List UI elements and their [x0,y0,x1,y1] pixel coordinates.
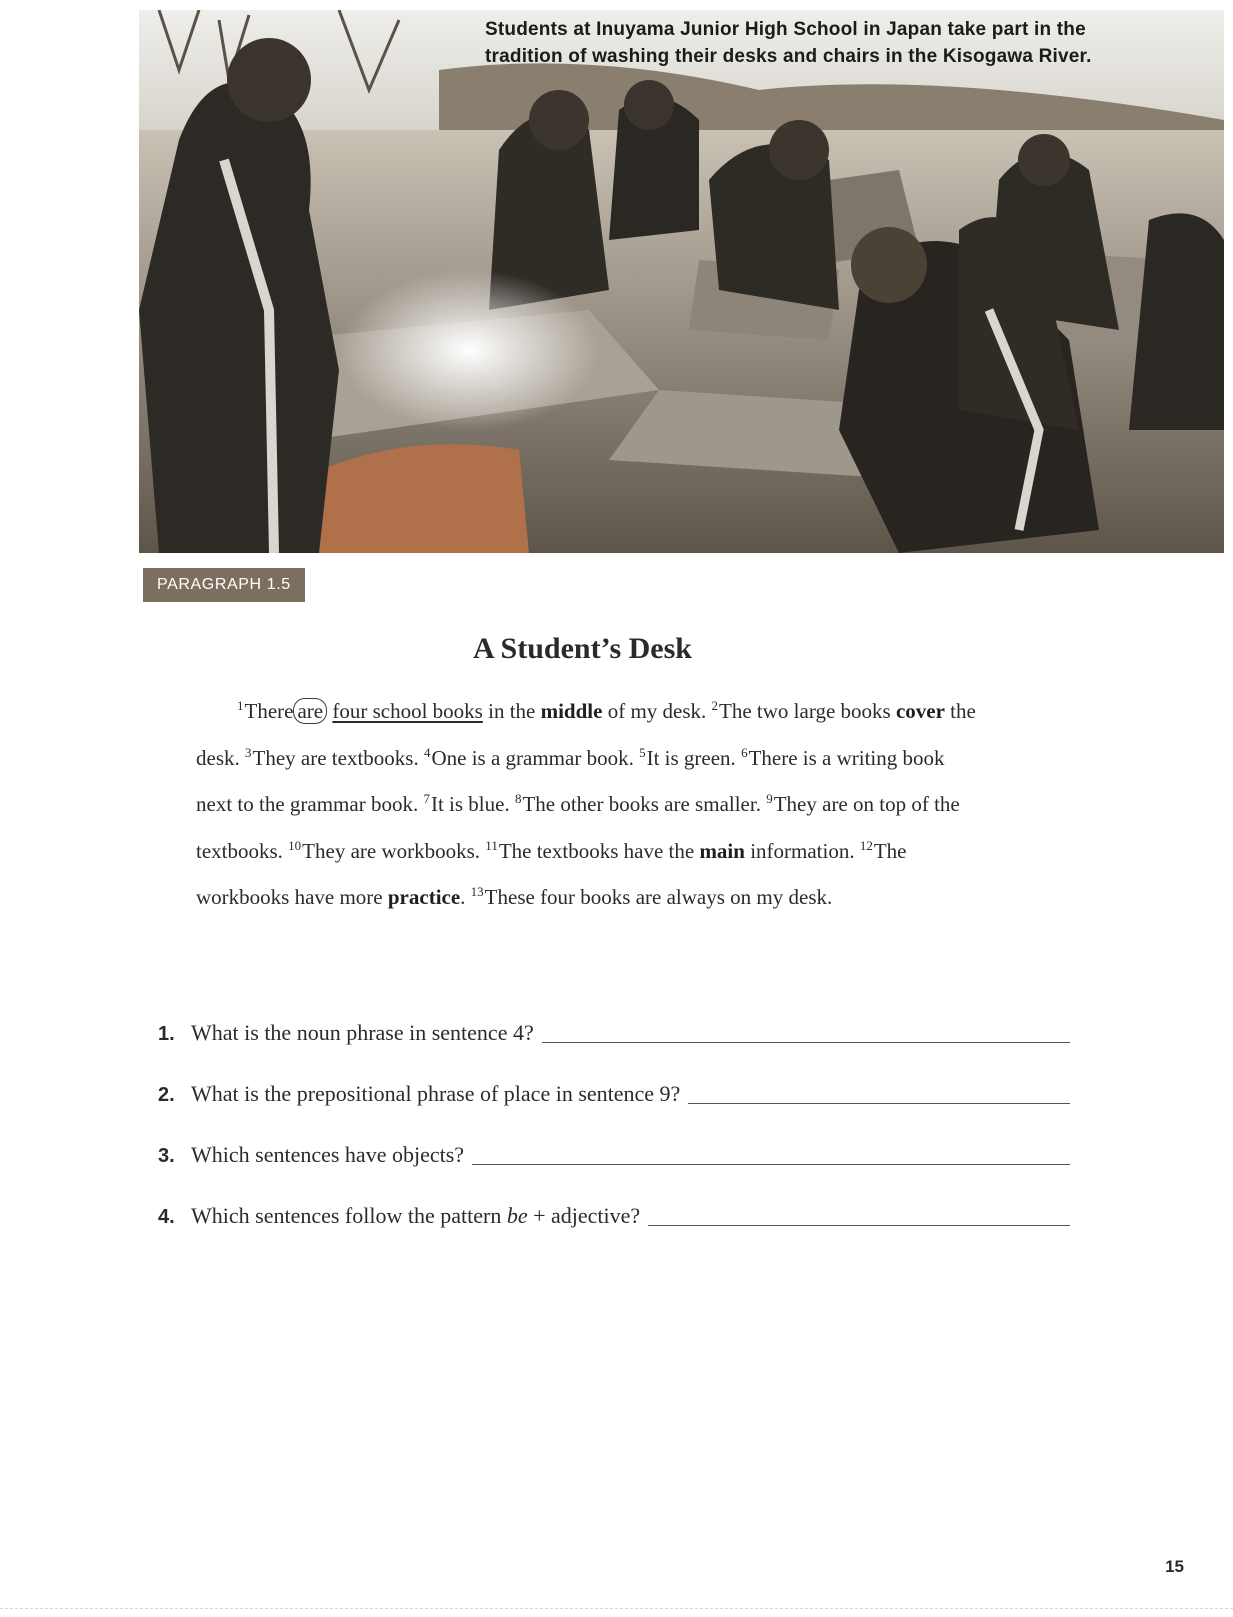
question-2 [158,1081,1070,1142]
sentence-number: 6 [741,744,748,760]
question-number: 1. [158,1023,175,1045]
circled-verb: are [293,698,327,724]
sentence-text: They are on top of the textbooks. [196,792,960,863]
question-number: 3. [158,1145,175,1167]
photo-illustration [139,10,1224,553]
photo-students-washing-desks [139,10,1224,553]
sentence-number: 3 [245,744,252,760]
photo-caption [485,16,1092,70]
sentence-text: They are workbooks. [302,838,486,863]
question-number: 4. [158,1206,175,1228]
underlined-subject: four school books [332,699,483,723]
sentence-number: 5 [639,744,646,760]
sentence-number: 4 [423,744,431,760]
sentence-text: the desk. [196,699,976,770]
sentence-text: in the [482,699,541,723]
question-italic-term: be [506,1203,528,1228]
vocab-word: practice [387,885,461,909]
question-text: What is the noun phrase in sentence 4? [191,1020,534,1045]
reading-paragraph [196,688,976,921]
answer-line[interactable] [472,1164,1070,1165]
sentence-number: 2 [711,698,719,713]
vocab-word: middle [540,699,603,723]
sentence-number: 7 [423,791,430,806]
sentence-text: of my desk. [602,699,712,723]
sentence-number: 1 [237,698,244,713]
question-text-part: + adjective? [527,1203,641,1228]
caption-line-1: Students at Inuyama Junior High School in Japan take part in the [485,19,1086,40]
vocab-word: main [699,838,745,863]
question-3 [158,1142,1070,1203]
answer-line[interactable] [542,1042,1070,1043]
question-text: What is the prepositional phrase of place in sentence 9? [191,1081,681,1106]
question-4 [158,1203,1070,1264]
page-number: 15 [1165,1557,1184,1576]
question-text [191,1203,640,1229]
sentence-text: The textbooks have the [498,838,700,863]
caption-line-2: tradition of washing their desks and chairs in the Kisogawa River. [485,46,1092,67]
vocab-word: cover [895,699,945,723]
sentence-text: One is a grammar book. [431,745,640,770]
section-label: PARAGRAPH 1.5 [143,568,305,602]
sentence-text: There [244,699,294,723]
sentence-text: The other books are smaller. [522,792,767,816]
answer-line[interactable] [688,1103,1070,1104]
question-number: 2. [158,1084,175,1106]
answer-line[interactable] [648,1225,1070,1226]
sentence-text: information. [744,838,860,863]
sentence-number: 9 [766,791,773,806]
sentence-text: The workbooks have more [196,838,907,909]
paragraph-title: A Student’s Desk [473,632,692,665]
sentence-text: It is green. [646,745,742,770]
sentence-text: The two large books [719,699,896,723]
sentence-number: 10 [288,837,302,853]
sentence-text: . [460,885,471,909]
question-1 [158,1020,1070,1081]
sentence-number: 11 [485,837,498,853]
question-list [158,1020,1070,1264]
sentence-text: It is blue. [430,792,515,816]
sentence-text: There is a writing book next to the grammar book. [196,745,945,816]
question-text: Which sentences have objects? [191,1142,465,1167]
page-bottom-rule [0,1608,1233,1609]
sentence-text: These four books are always on my desk. [484,885,833,909]
question-text-part: Which sentences follow the pattern [191,1203,507,1228]
sentence-number: 13 [470,884,484,899]
sentence-number: 8 [514,791,522,806]
sentence-number: 12 [859,837,873,853]
sentence-text: They are textbooks. [252,745,424,770]
